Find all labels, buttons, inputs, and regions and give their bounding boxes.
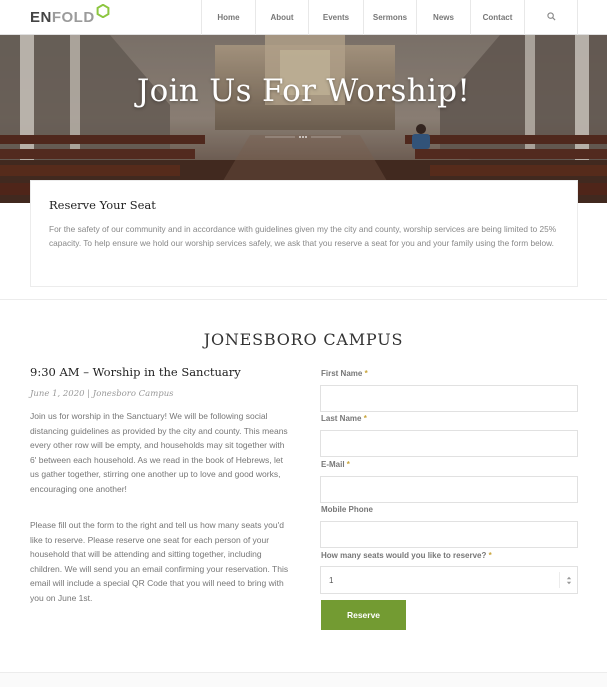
sanctuary-background-image <box>0 35 607 203</box>
nav-item-news[interactable]: News <box>416 0 470 35</box>
campus-title: JONESBORO CAMPUS <box>203 330 404 349</box>
first-name-label <box>321 369 368 378</box>
nav-item-events[interactable]: Events <box>308 0 363 35</box>
required-mark: * <box>363 414 367 423</box>
nav-search-button[interactable] <box>524 0 578 35</box>
select-arrows-icon <box>559 572 577 588</box>
nav-item-sermons[interactable]: Sermons <box>363 0 416 35</box>
logo-en: EN <box>30 9 52 26</box>
reserve-seat-card <box>30 180 578 287</box>
last-name-label-text: Last Name <box>321 414 362 423</box>
hero-banner <box>0 35 607 203</box>
last-name-input[interactable] <box>320 430 578 457</box>
first-name-label-text: First Name <box>321 369 363 378</box>
email-label <box>321 460 350 469</box>
event-title: 9:30 AM – Worship in the Sanctuary <box>30 365 241 379</box>
required-mark: * <box>346 460 350 469</box>
search-icon <box>547 12 556 23</box>
site-header <box>0 0 607 35</box>
site-logo[interactable] <box>30 3 109 25</box>
required-mark: * <box>488 551 492 560</box>
main-nav <box>201 0 578 35</box>
mobile-phone-input[interactable] <box>320 521 578 548</box>
email-label-text: E-Mail <box>321 460 345 469</box>
seats-select-value: 1 <box>329 575 334 585</box>
event-description-1: Join us for worship in the Sanctuary! We will be following social distancing guidelines as provided by the city and county. This means every other row will be empty, and households may sit together with 6' between each household. As we read in the book of Hebrews, let us gather together, stirring one another up to love and good works, encouraging one another! <box>30 411 288 494</box>
event-description-2: Please fill out the form to the right and tell us how many seats you'd like to reserve. Please reserve one seat for each person of your household that will be attending and sitting together, including children. We will send you an email confirming your reservation. This email will include a special QR Code that you will need to bring with you on June 1st. <box>30 520 289 603</box>
reserve-button[interactable]: Reserve <box>321 600 406 630</box>
logo-fold: FOLD <box>51 9 95 26</box>
section-divider <box>0 299 607 300</box>
seats-label-text: How many seats would you like to reserve? <box>321 551 487 560</box>
hero-title: Join Us For Worship! <box>136 73 471 109</box>
email-input[interactable] <box>320 476 578 503</box>
last-name-label <box>321 414 367 423</box>
first-name-input[interactable] <box>320 385 578 412</box>
hero-separator <box>265 135 341 139</box>
required-mark: * <box>364 369 368 378</box>
mobile-phone-label <box>321 505 373 514</box>
seats-label <box>321 551 492 560</box>
logo-wordmark <box>30 10 95 25</box>
footer-strip <box>0 673 607 687</box>
seats-select[interactable] <box>320 566 578 594</box>
event-meta: June 1, 2020 | Jonesboro Campus <box>30 389 174 399</box>
card-title: Reserve Your Seat <box>49 198 156 212</box>
nav-item-home[interactable]: Home <box>201 0 255 35</box>
nav-item-contact[interactable]: Contact <box>470 0 524 35</box>
mobile-phone-label-text: Mobile Phone <box>321 505 373 514</box>
nav-item-about[interactable]: About <box>255 0 308 35</box>
card-text: For the safety of our community and in accordance with guidelines given my the city and county, worship services are being limited to 25% capacity. To help ensure we hold our worship services safely, we ask that you reserve a seat for you and your family using the form below. <box>49 224 557 248</box>
logo-hexagon-icon <box>96 4 109 17</box>
